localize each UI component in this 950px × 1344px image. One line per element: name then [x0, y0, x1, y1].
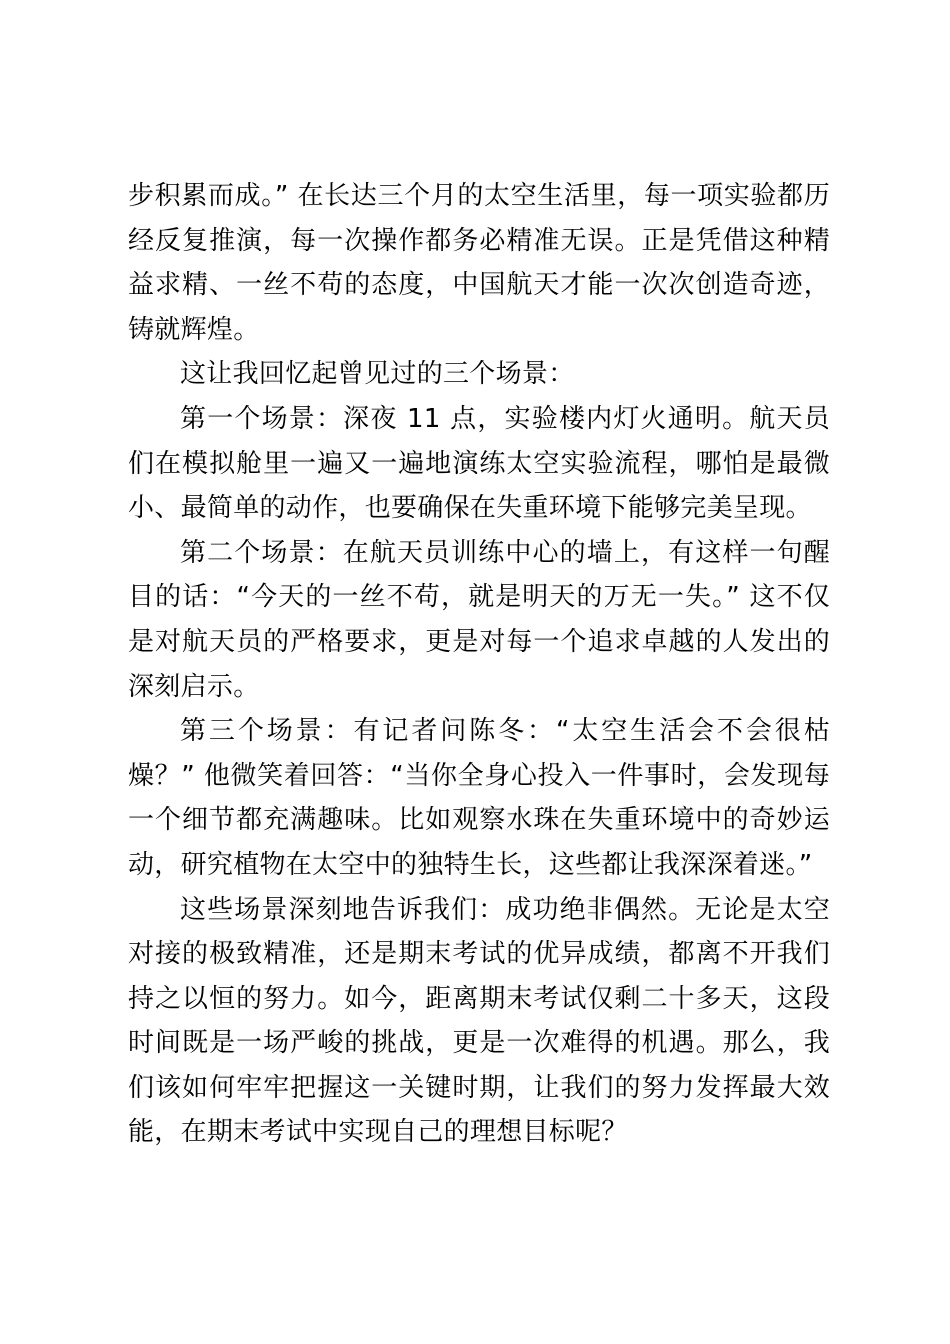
paragraph: 这些场景深刻地告诉我们：成功绝非偶然。无论是太空对接的极致精准，还是期末考试的优异成绩，都离不开我们持之以恒的努力。如今，距离期末考试仅剩二十多天，这段时间既是一场严峻的挑战，更是一次难得的机遇。那么，我们该如何牢牢把握这一关键时期，让我们的努力发挥最大效能，在期末考试中实现自己的理想目标呢？	[128, 894, 830, 1148]
document-body	[128, 174, 830, 1155]
paragraph: 第一个场景：深夜 11 点，实验楼内灯火通明。航天员们在模拟舱里一遍又一遍地演练太空实验流程，哪怕是最微小、最简单的动作，也要确保在失重环境下能够完美呈现。	[128, 403, 830, 524]
paragraph: 第二个场景：在航天员训练中心的墙上，有这样一句醒目的话：“今天的一丝不苟，就是明天的万无一失。” 这不仅是对航天员的严格要求，更是对每一个追求卓越的人发出的深刻启示。	[128, 537, 830, 702]
paragraph: 第三个场景：有记者问陈冬：“太空生活会不会很枯燥？” 他微笑着回答：“当你全身心投入一件事时，会发现每一个细节都充满趣味。比如观察水珠在失重环境中的奇妙运动，研究植物在太空中的独特生长，这些都让我深深着迷。”	[128, 716, 830, 880]
paragraph: 步积累而成。” 在长达三个月的太空生活里，每一项实验都历经反复推演，每一次操作都务必精准无误。正是凭借这种精益求精、一丝不苟的态度，中国航天才能一次次创造奇迹，铸就辉煌。	[128, 181, 830, 345]
paragraph: 这让我回忆起曾见过的三个场景：	[180, 359, 575, 390]
